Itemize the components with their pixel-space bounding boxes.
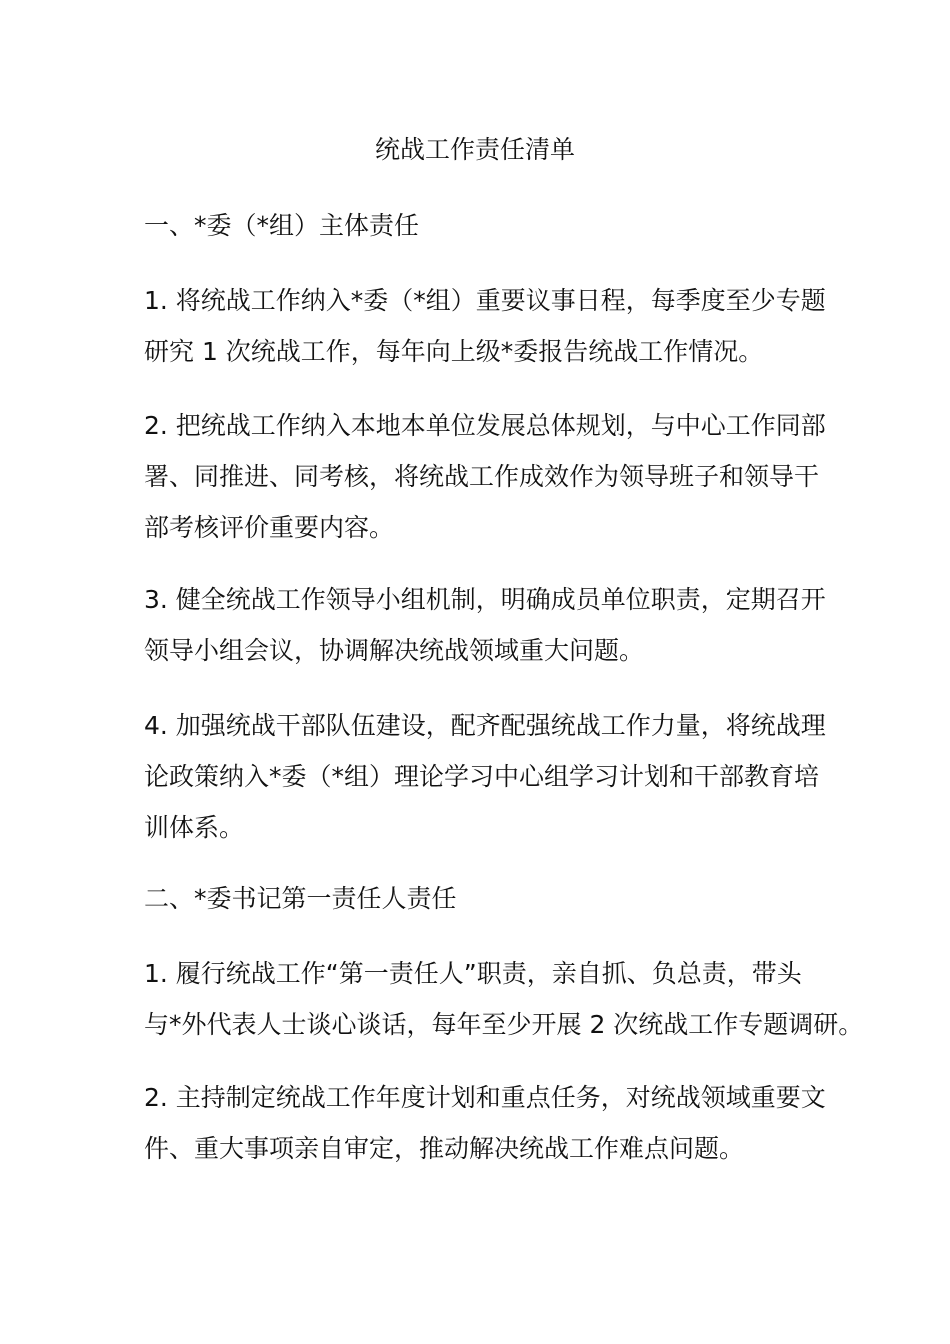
section-1-item-4 bbox=[144, 700, 826, 853]
paragraph-line: 研究 1 次统战工作，每年向上级*委报告统战工作情况。 bbox=[144, 337, 764, 366]
section-1-item-2 bbox=[144, 400, 826, 553]
paragraph-line: 与*外代表人士谈心谈话，每年至少开展 2 次统战工作专题调研。 bbox=[144, 1010, 864, 1039]
paragraph-line: 署、同推进、同考核，将统战工作成效作为领导班子和领导干 bbox=[144, 462, 820, 491]
paragraph-line: 4. 加强统战干部队伍建设，配齐配强统战工作力量，将统战理 bbox=[144, 711, 826, 740]
document-title: 统战工作责任清单 bbox=[374, 135, 575, 164]
paragraph-line: 2. 把统战工作纳入本地本单位发展总体规划，与中心工作同部 bbox=[144, 411, 826, 440]
section-2-item-2 bbox=[144, 1072, 826, 1174]
section-heading-1: 一、*委（*组）主体责任 bbox=[144, 211, 420, 240]
paragraph-line: 领导小组会议，协调解决统战领域重大问题。 bbox=[144, 636, 645, 665]
paragraph-line: 件、重大事项亲自审定，推动解决统战工作难点问题。 bbox=[144, 1134, 745, 1163]
section-1-item-1 bbox=[144, 275, 826, 377]
paragraph-line: 3. 健全统战工作领导小组机制，明确成员单位职责，定期召开 bbox=[144, 585, 826, 614]
paragraph-line: 部考核评价重要内容。 bbox=[144, 513, 395, 542]
paragraph-line: 论政策纳入*委（*组）理论学习中心组学习计划和干部教育培 bbox=[144, 762, 820, 791]
section-2-item-1 bbox=[144, 948, 864, 1050]
paragraph-line: 1. 履行统战工作“第一责任人”职责，亲自抓、负总责，带头 bbox=[144, 959, 802, 988]
paragraph-line: 1. 将统战工作纳入*委（*组）重要议事日程，每季度至少专题 bbox=[144, 286, 826, 315]
section-heading-2: 二、*委书记第一责任人责任 bbox=[144, 884, 457, 913]
section-1-item-3 bbox=[144, 574, 826, 676]
paragraph-line: 2. 主持制定统战工作年度计划和重点任务，对统战领域重要文 bbox=[144, 1083, 826, 1112]
paragraph-line: 训体系。 bbox=[144, 813, 245, 842]
